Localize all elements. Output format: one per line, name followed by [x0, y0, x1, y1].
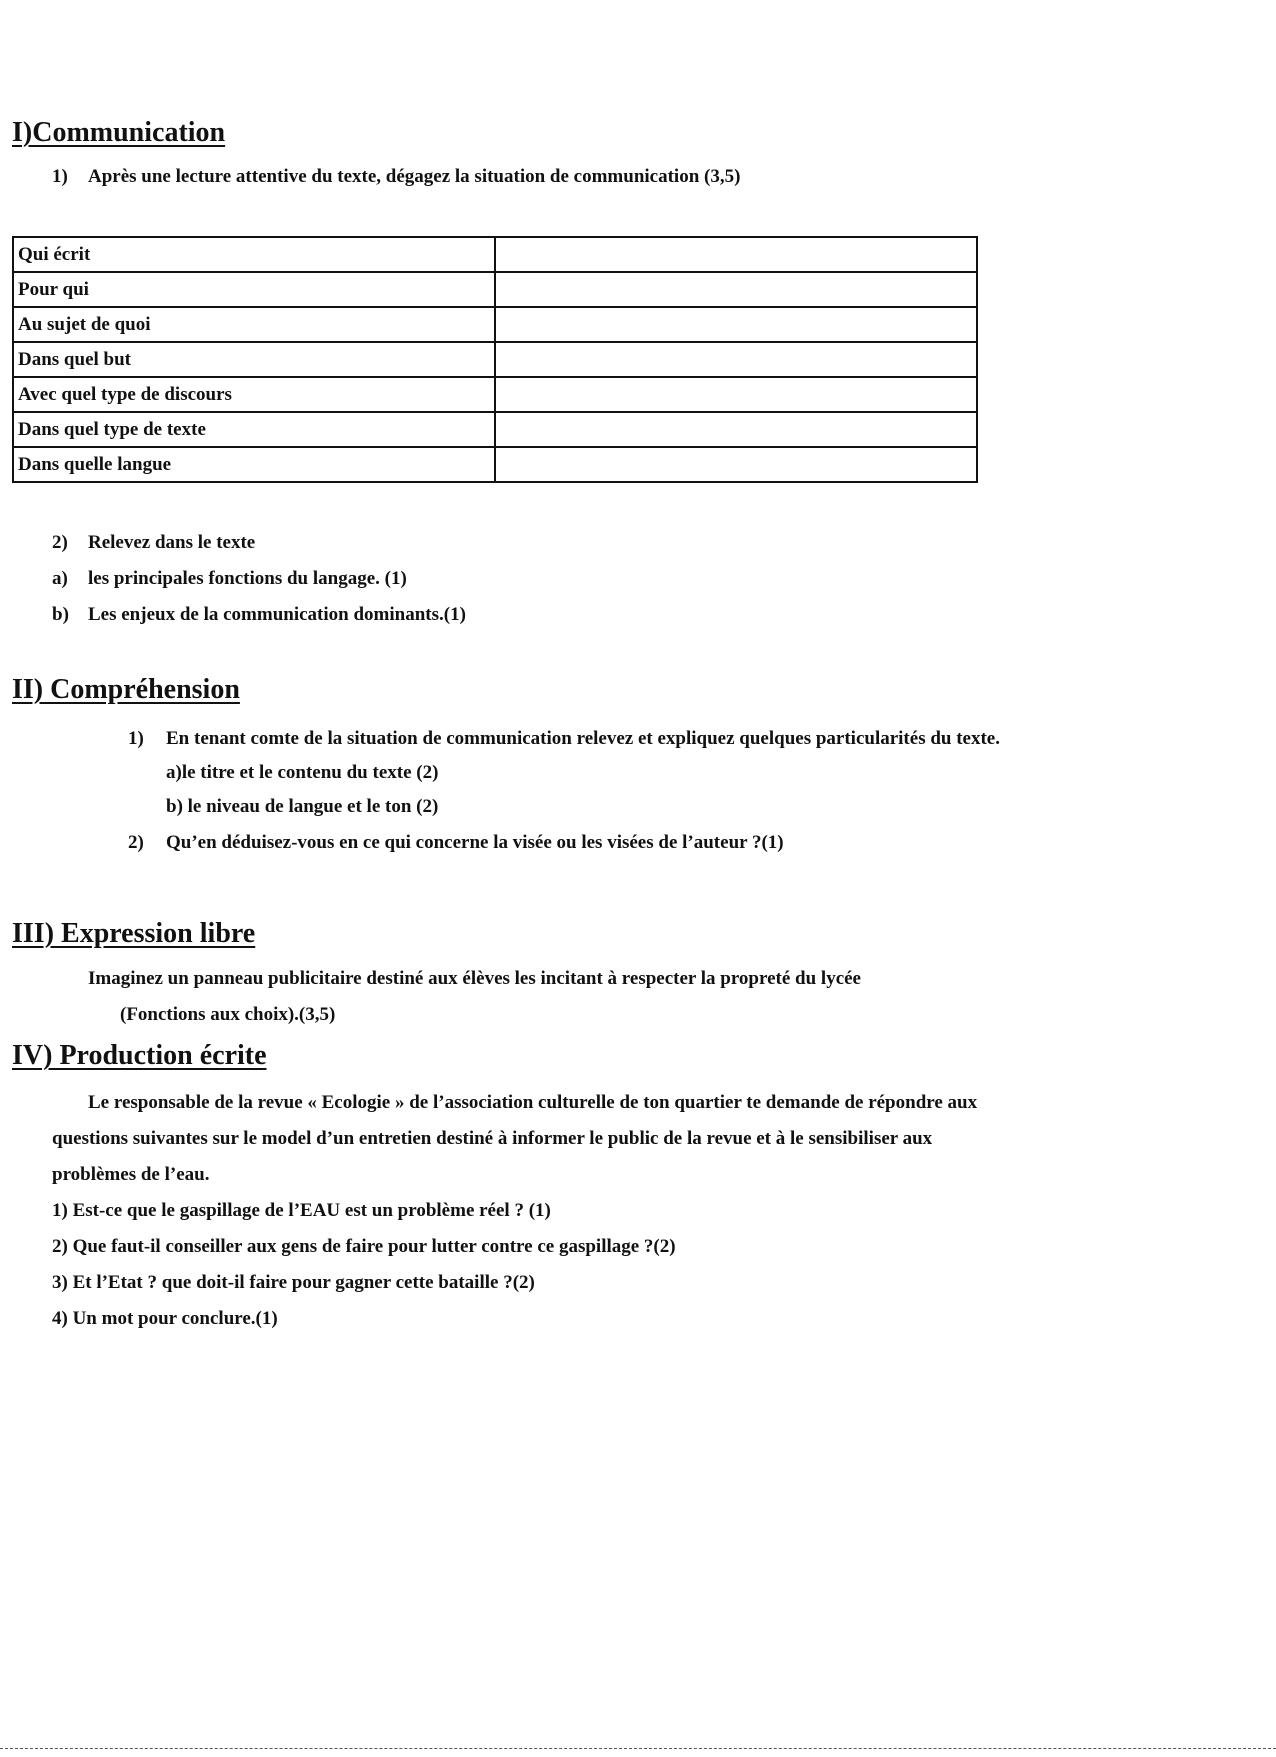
- table-row: [13, 447, 977, 482]
- section2-q2-num: 2): [128, 832, 144, 853]
- section2-q1: [128, 728, 1000, 750]
- section1-q2b-num: b): [52, 604, 69, 625]
- row-label: Dans quel but: [13, 342, 495, 377]
- table-row: [13, 377, 977, 412]
- section3-line2: (Fonctions aux choix).(3,5): [120, 1004, 336, 1025]
- section2-q1b: b) le niveau de langue et le ton (2): [166, 796, 439, 817]
- section4-question: 4) Un mot pour conclure.(1): [52, 1308, 278, 1329]
- section1-q1-num: 1): [52, 166, 68, 187]
- answer-cell[interactable]: [495, 377, 977, 412]
- section1-q2a-num: a): [52, 568, 68, 589]
- table-row: [13, 342, 977, 377]
- answer-cell[interactable]: [495, 307, 977, 342]
- section1-q2b: [52, 604, 466, 626]
- section1-q1-text: Après une lecture attentive du texte, dégagez la situation de communication (3,5): [88, 166, 741, 187]
- section1-q2-text: Relevez dans le texte: [88, 532, 256, 553]
- section1-q2: [52, 532, 255, 554]
- row-label: Pour qui: [13, 272, 495, 307]
- section1-q2-num: 2): [52, 532, 68, 553]
- section2-heading: II) Compréhension: [12, 674, 240, 705]
- row-label: Au sujet de quoi: [13, 307, 495, 342]
- section4-para-line1: Le responsable de la revue « Ecologie » de l’association culturelle de ton quartier te demande de répondre aux: [88, 1092, 978, 1113]
- row-label: Qui écrit: [13, 237, 495, 272]
- section4-question: 2) Que faut-il conseiller aux gens de faire pour lutter contre ce gaspillage ?(2): [52, 1236, 676, 1257]
- communication-table: [12, 236, 978, 483]
- section4-para-line2: questions suivantes sur le model d’un entretien destiné à informer le public de la revue et à le sensibiliser aux: [52, 1128, 933, 1149]
- row-label: Dans quel type de texte: [13, 412, 495, 447]
- section2-q1a: a)le titre et le contenu du texte (2): [166, 762, 439, 783]
- section2-q1-text: En tenant comte de la situation de communication relevez et expliquez quelques particularités du texte.: [166, 728, 1000, 749]
- section4-para-line3: problèmes de l’eau.: [52, 1164, 210, 1185]
- answer-cell[interactable]: [495, 272, 977, 307]
- section3-line1: Imaginez un panneau publicitaire destiné aux élèves les incitant à respecter la propreté du lycée: [88, 968, 861, 989]
- answer-cell[interactable]: [495, 342, 977, 377]
- scan-bottom-line: [0, 1748, 1276, 1749]
- section1-q2b-text: Les enjeux de la communication dominants.(1): [88, 604, 466, 625]
- table-row: [13, 237, 977, 272]
- table-row: [13, 307, 977, 342]
- table-row: [13, 272, 977, 307]
- section1-heading: I)Communication: [12, 117, 226, 148]
- row-label: Dans quelle langue: [13, 447, 495, 482]
- section2-q1-num: 1): [128, 728, 144, 749]
- section1-q2a-text: les principales fonctions du langage. (1): [88, 568, 407, 589]
- section4-question: 1) Est-ce que le gaspillage de l’EAU est un problème réel ? (1): [52, 1200, 551, 1221]
- answer-cell[interactable]: [495, 447, 977, 482]
- section1-q2a: [52, 568, 407, 590]
- answer-cell[interactable]: [495, 412, 977, 447]
- section2-q2: [128, 832, 784, 854]
- answer-cell[interactable]: [495, 237, 977, 272]
- section4-heading: IV) Production écrite: [12, 1040, 267, 1071]
- section2-q2-text: Qu’en déduisez-vous en ce qui concerne la visée ou les visées de l’auteur ?(1): [166, 832, 784, 853]
- row-label: Avec quel type de discours: [13, 377, 495, 412]
- section4-question: 3) Et l’Etat ? que doit-il faire pour gagner cette bataille ?(2): [52, 1272, 535, 1293]
- table-row: [13, 412, 977, 447]
- section3-heading: III) Expression libre: [12, 918, 256, 949]
- section1-q1: [52, 166, 740, 188]
